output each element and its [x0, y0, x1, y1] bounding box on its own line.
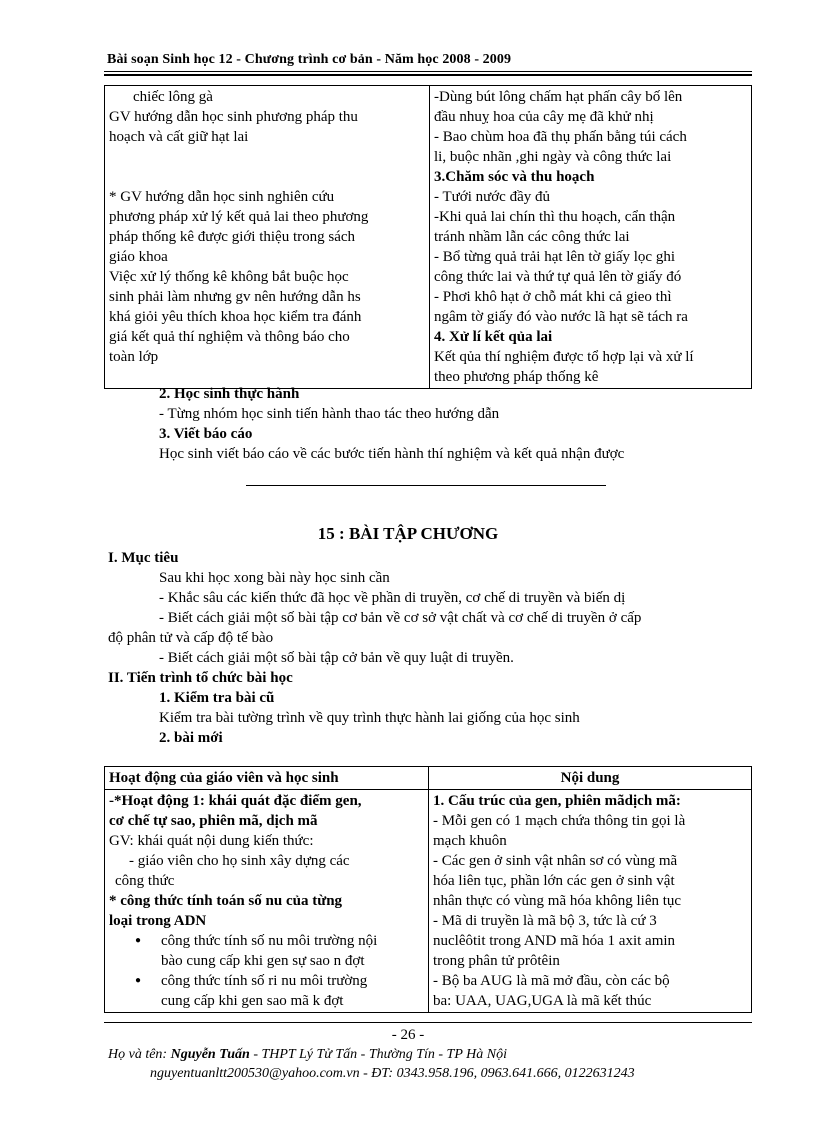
table1-right-line: -Khi quả lai chín thì thu hoạch, cẩn thận	[434, 209, 676, 225]
content-line: trong phân tử prôtêin	[433, 953, 560, 969]
check-text: Kiểm tra bài tường trình về quy trình thực hành lai giống của học sinh	[159, 710, 580, 726]
bullet-item-cont: cung cấp khi gen sao mã k đợt	[161, 993, 344, 1009]
page-header: Bài soạn Sinh học 12 - Chương trình cơ bản - Năm học 2008 - 2009	[107, 52, 512, 67]
content-line: nuclêôtit trong AND mã hóa 1 axit amin	[433, 933, 676, 949]
table1-left-line: hoạch và cất giữ hạt lai	[109, 129, 249, 145]
table1-right-line: - Phơi khô hạt ở chỗ mát khi cả gieo thì	[434, 289, 672, 305]
table1-left-line: giáo khoa	[109, 249, 168, 265]
content-line: hóa liên tục, phần lớn các gen ở sinh vật	[433, 873, 675, 889]
author-name: Nguyễn Tuấn	[170, 1047, 250, 1062]
contact-line: nguyentuanltt200530@yahoo.com.vn - ĐT: 0343.958.196, 0963.641.666, 0122631243	[150, 1066, 635, 1081]
table2-header-content: Nội dung	[429, 767, 752, 790]
report-text: Học sinh viết báo cáo về các bước tiến hành thí nghiệm và kết quả nhận được	[159, 446, 625, 462]
check-heading: 1. Kiểm tra bài cũ	[159, 690, 275, 706]
table1-right-line: -Dùng bút lông chấm hạt phấn cây bố lên	[434, 89, 683, 105]
objective-item: - Biết cách giải một số bài tập cơ bản về cơ sở vật chất và cơ chế di truyền ở cấp	[159, 610, 642, 626]
table1-left-cell	[105, 86, 430, 389]
report-heading: 3. Viết báo cáo	[159, 426, 253, 442]
content-line: - Mỗi gen có 1 mạch chứa thông tin gọi là	[433, 813, 686, 829]
care-harvest-heading: 3.Chăm sóc và thu hoạch	[434, 169, 595, 185]
objective-item: - Khắc sâu các kiến thức đã học về phần di truyền, cơ chế di truyền và biến dị	[159, 590, 626, 606]
table1-left-line: sinh phải làm nhưng gv nên hướng dẫn hs	[109, 289, 361, 305]
section-divider	[246, 485, 606, 486]
table1-left-line: chiếc lông gà	[133, 89, 213, 105]
table1-right-line: Kết qủa thí nghiệm được tổ hợp lại và xử lí	[434, 349, 694, 365]
author-line	[108, 1045, 507, 1065]
teacher-line: công thức	[115, 873, 175, 889]
practice-text: - Từng nhóm học sinh tiến hành thao tác theo hướng dẫn	[159, 406, 500, 422]
content-line: - Bộ ba AUG là mã mở đầu, còn các bộ	[433, 973, 670, 989]
table1-left-line: * GV hướng dẫn học sinh nghiên cứu	[109, 189, 335, 205]
new-lesson-heading: 2. bài mới	[159, 730, 223, 746]
table1-left-line: giá kết quả thí nghiệm và thông báo cho	[109, 329, 350, 345]
table1-left-line: Việc xử lý thống kê không bắt buộc học	[109, 269, 349, 285]
activity-table	[104, 766, 752, 1013]
objectives-intro: Sau khi học xong bài này học sinh cần	[159, 570, 390, 586]
table2-header-activity: Hoạt động của giáo viên và học sinh	[105, 767, 429, 790]
table1-left-line: pháp thống kê được giới thiệu trong sách	[109, 229, 356, 245]
table1-right-line: li, buộc nhãn ,ghi ngày và công thức lai	[434, 149, 672, 165]
table1-right-cell	[430, 86, 752, 389]
activity-1-title: -*Hoạt động 1: khái quát đặc điểm gen,	[109, 793, 362, 809]
content-line: - Các gen ở sinh vật nhân sơ có vùng mã	[433, 853, 678, 869]
page-number: - 26 -	[391, 1027, 425, 1043]
bullet-item-cont: bào cung cấp khi gen sự sao n đợt	[161, 953, 365, 969]
header-rule-thin	[104, 71, 752, 72]
table1-right-line: ngâm tờ giấy đó vào nước lã hạt sẽ tách ra	[434, 309, 688, 325]
content-line: ba: UAA, UAG,UGA là mã kết thúc	[433, 993, 652, 1009]
objective-item-cont: độ phân tử và cấp độ tế bào	[108, 630, 274, 646]
content-line: - Mã di truyền là mã bộ 3, tức là cứ 3	[433, 913, 657, 929]
author-prefix: Họ và tên:	[108, 1047, 171, 1062]
author-suffix: - THPT Lý Tử Tấn - Thường Tín - TP Hà Nội	[249, 1047, 507, 1062]
table1-right-line: tránh nhầm lẫn các công thức lai	[434, 229, 630, 245]
activity-1-title-cont: cơ chế tự sao, phiên mã, dịch mã	[109, 813, 318, 829]
table1-right-line: đầu nhuỵ hoa của cây mẹ đã khử nhị	[434, 109, 654, 125]
table1-right-line: - Bổ từng quả trải hạt lên tờ giấy lọc ghi	[434, 249, 676, 265]
table1-right-line: - Tưới nước đầy đủ	[434, 189, 550, 205]
table2-left-cell	[105, 790, 429, 1013]
footer-rule	[104, 1022, 752, 1023]
practice-heading: 2. Học sinh thực hành	[159, 386, 300, 402]
table1-left-line: toàn lớp	[109, 349, 159, 365]
teacher-line: - giáo viên cho họ sinh xây dựng các	[129, 853, 350, 869]
bullet-item: ● công thức tính số nu môi trường nội	[109, 931, 424, 951]
table2-right-cell	[429, 790, 752, 1013]
lesson-title: 15 : BÀI TẬP CHƯƠNG	[317, 524, 499, 543]
table1-left-line: phương pháp xử lý kết quả lai theo phương	[109, 209, 369, 225]
table1-right-line: - Bao chùm hoa đã thụ phấn bằng túi cách	[434, 129, 687, 145]
process-results-heading: 4. Xử lí kết qủa lai	[434, 329, 553, 345]
table1-left-line: khá giỏi yêu thích khoa học kiểm tra đánh	[109, 309, 362, 325]
table1-left-line: GV hướng dẫn học sinh phương pháp thu	[109, 109, 358, 125]
header-rule-thick	[104, 74, 752, 76]
table1-right-line: theo phương pháp thống kê	[434, 369, 599, 385]
table1-right-line: công thức lai và thứ tự quả lên tờ giấy đó	[434, 269, 682, 285]
formula-heading: * công thức tính toán số nu của từng	[109, 893, 343, 909]
table1-left-line	[109, 167, 425, 187]
objective-item: - Biết cách giải một số bài tập cở bản về quy luật di truyền.	[159, 650, 514, 666]
content-line: 1. Cấu trúc của gen, phiên mãdịch mã:	[433, 793, 681, 809]
gv-line: GV: khái quát nội dung kiến thức:	[109, 833, 314, 849]
objectives-heading: I. Mục tiêu	[108, 550, 179, 566]
content-line: nhân thực có vùng mã hóa không liên tục	[433, 893, 682, 909]
content-line: mạch khuôn	[433, 833, 507, 849]
process-heading: II. Tiến trình tổ chức bài học	[108, 670, 293, 686]
bullet-item: ● công thức tính số ri nu môi trường	[109, 971, 424, 991]
continued-activity-table	[104, 85, 752, 389]
table1-left-line	[109, 147, 425, 167]
formula-heading-cont: loại trong ADN	[109, 913, 207, 929]
